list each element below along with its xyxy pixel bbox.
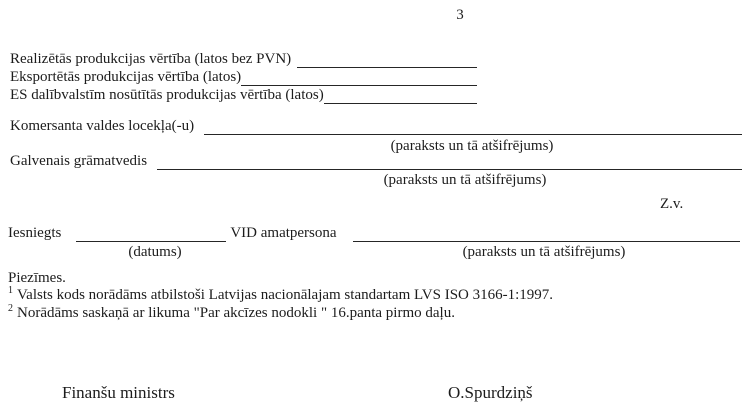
fill-in-blank-line [324, 87, 477, 104]
footnote-marker: 1 [8, 285, 13, 296]
date-caption: (datums) [128, 244, 182, 260]
page-number: 3 [456, 7, 464, 23]
signature-row-gramatvedis [10, 152, 742, 170]
field-row-realizeta-produkcija [10, 50, 477, 68]
field-row-es-dalibvalstim [10, 86, 477, 104]
signature-blank-line [157, 153, 742, 170]
signature-label: Galvenais grāmatvedis [10, 153, 148, 169]
signature-label: Komersanta valdes locekļa(-u) [10, 118, 195, 134]
footnote-2 [8, 304, 455, 322]
signature-row-valdes-loceklis [10, 117, 742, 135]
field-label: Eksportētās produkcijas vērtība (latos) [10, 69, 242, 85]
field-label: Realizētās produkcijas vērtība (latos bez PVN) [10, 51, 292, 67]
submission-row [8, 224, 740, 242]
fill-in-blank-line [241, 69, 477, 86]
footnote-text: Norādāms saskaņā ar likuma "Par akcīzes nodokli " 16.panta pirmo daļu. [17, 305, 455, 321]
date-blank-line [76, 225, 226, 242]
footnote-1 [8, 286, 553, 304]
signature-blank-line [204, 118, 742, 135]
official-signature-caption: (paraksts un tā atšifrējums) [462, 244, 626, 260]
signoff-role: Finanšu ministrs [62, 383, 175, 402]
fill-in-blank-line [297, 51, 477, 68]
official-signature-blank-line [353, 225, 740, 242]
signoff-name: O.Spurdziņš [448, 383, 533, 402]
signature-caption: (paraksts un tā atšifrējums) [390, 138, 554, 154]
submitted-label: Iesniegts [8, 225, 62, 241]
field-row-eksporteta-produkcija [10, 68, 477, 86]
seal-placeholder-label: Z.v. [660, 196, 684, 212]
footnote-text: Valsts kods norādāms atbilstoši Latvijas nacionālajam standartam LVS ISO 3166-1:1997. [17, 287, 554, 303]
vid-official-label: VID amatpersona [230, 225, 337, 241]
signature-caption: (paraksts un tā atšifrējums) [383, 172, 547, 188]
field-label: ES dalībvalstīm nosūtītās produkcijas vērtība (latos) [10, 87, 324, 103]
notes-heading: Piezīmes. [8, 270, 66, 286]
footnote-marker: 2 [8, 303, 13, 314]
